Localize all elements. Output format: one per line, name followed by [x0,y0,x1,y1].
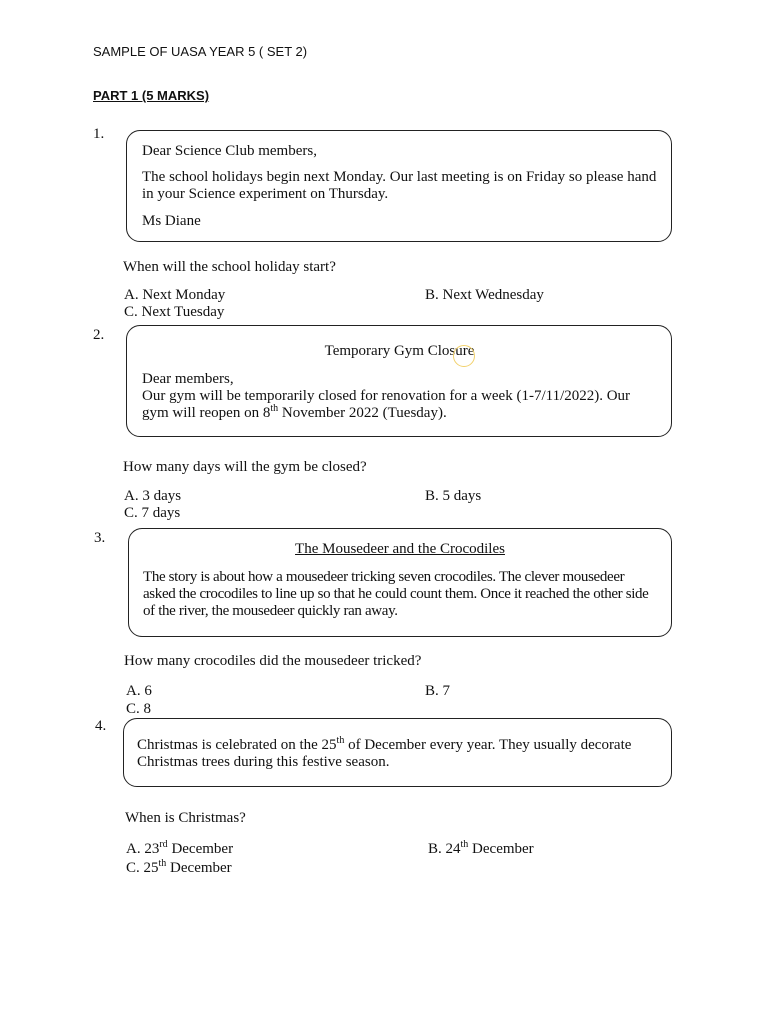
option-c[interactable]: C. 25th December [126,858,232,876]
option-b[interactable]: B. 7 [425,683,451,699]
option-a[interactable]: A. 6 [126,683,152,699]
option-c[interactable]: C. Next Tuesday [124,304,225,320]
question-number: 1. [93,126,105,142]
note-body: The school holidays begin next Monday. Our last meeting is on Friday so please hand in your Science experiment on Thursday. [142,169,657,202]
option-b[interactable]: B. Next Wednesday [425,287,544,303]
notice-title: Temporary Gym Closure [324,343,475,359]
option-b[interactable]: B. 24th December [428,839,534,857]
option-a[interactable]: A. Next Monday [124,287,226,303]
question-text: How many crocodiles did the mousedeer tricked? [124,653,422,669]
cursor-highlight-icon [453,345,475,367]
notice-box [123,718,672,787]
question-text: How many days will the gym be closed? [123,459,367,475]
question-text: When is Christmas? [125,810,246,826]
option-c[interactable]: C. 7 days [124,505,181,521]
notice-box [126,325,672,437]
note-body: Our gym will be temporarily closed for renovation for a week (1-7/11/2022). Our gym will reopen on 8th November 2022 (Tuesday). [142,388,631,421]
note-body: Christmas is celebrated on the 25th of December every year. They usually decorate Christmas trees during this festive season. [137,735,632,770]
story-title: The Mousedeer and the Crocodiles [295,541,505,557]
note-greeting: Dear members, [142,371,234,387]
option-a[interactable]: A. 3 days [124,488,182,504]
story-body: The story is about how a mousedeer tricking seven crocodiles. The clever mousedeer asked the crocodiles to line up so that he could count them. Once it reached the other side of the river, the mousedeer quickly ran away. [143,569,649,619]
question-number: 2. [93,327,105,343]
notice-box [126,130,672,242]
note-greeting: Dear Science Club members, [142,143,317,159]
question-number: 3. [94,530,106,546]
option-b[interactable]: B. 5 days [425,488,482,504]
question-text: When will the school holiday start? [123,259,336,275]
option-a[interactable]: A. 23rd December [126,839,234,857]
document-title: SAMPLE OF UASA YEAR 5 ( SET 2) [93,44,308,59]
option-c[interactable]: C. 8 [126,701,152,717]
notice-box [128,528,672,637]
question-number: 4. [95,718,107,734]
part-title: PART 1 (5 MARKS) [93,88,210,103]
note-signature: Ms Diane [142,213,201,229]
